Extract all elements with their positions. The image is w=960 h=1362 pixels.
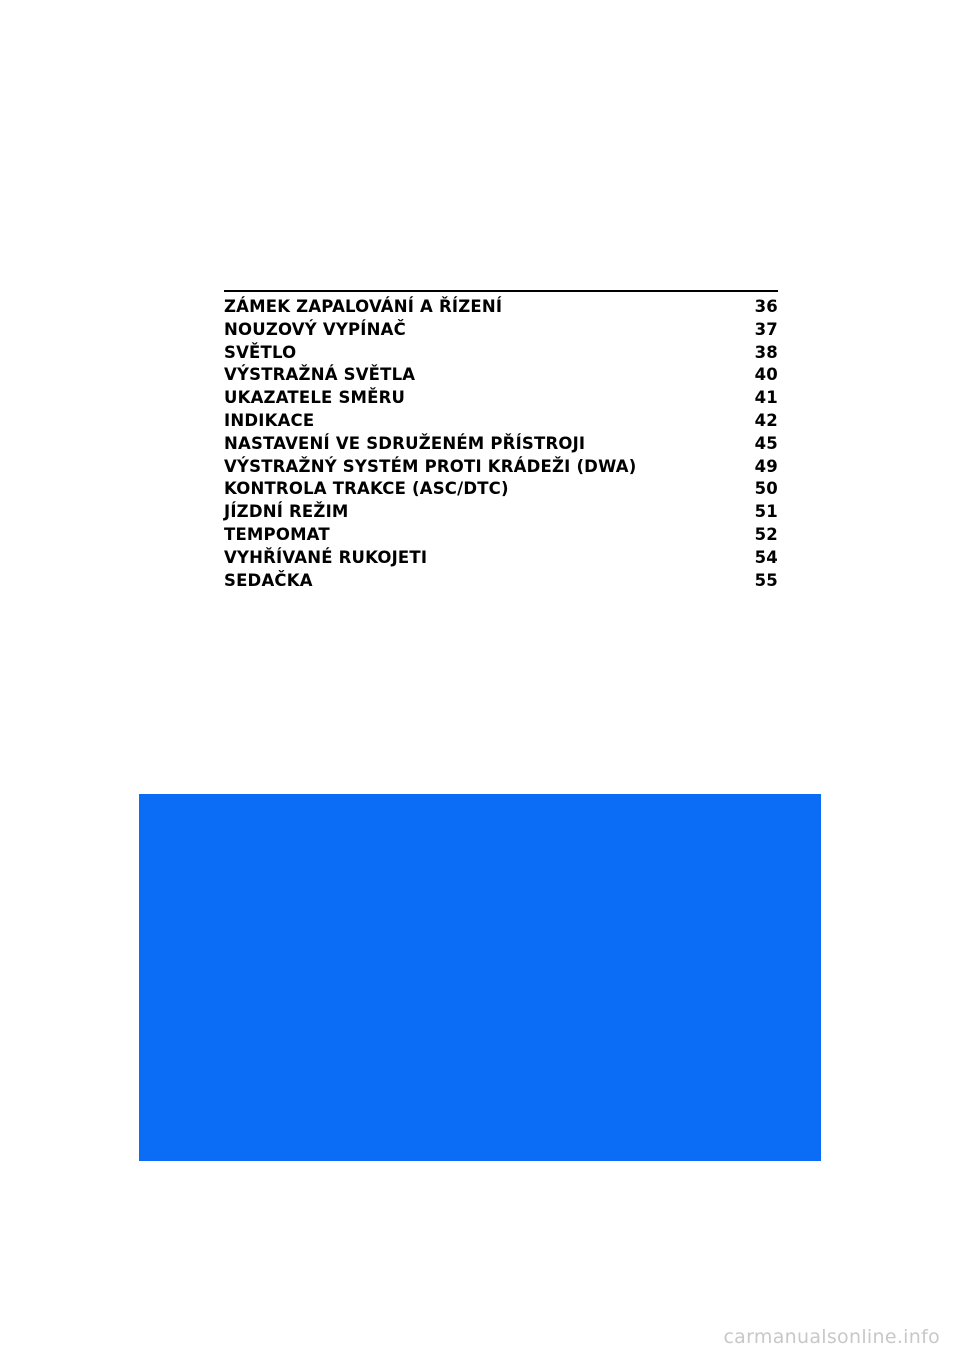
toc-entry-title: UKAZATELE SMĚRU (224, 388, 406, 408)
toc-entry-page: 50 (754, 479, 778, 499)
toc-entry-page: 40 (754, 365, 778, 385)
toc-entry-title: NOUZOVÝ VYPÍNAČ (224, 319, 406, 339)
toc-entry-ignition-lock[interactable] (224, 296, 778, 319)
toc-entry-title: JÍZDNÍ REŽIM (224, 502, 349, 522)
toc-entry-page: 49 (754, 456, 778, 476)
toc-entry-hazard-lights[interactable] (224, 364, 778, 387)
toc-entry-page: 38 (754, 342, 778, 362)
toc-entry-title: VÝSTRAŽNÁ SVĚTLA (224, 365, 416, 385)
table-of-contents (224, 290, 778, 592)
toc-entry-title: TEMPOMAT (224, 524, 330, 544)
blue-panel (139, 794, 821, 1161)
toc-entry-title: INDIKACE (224, 410, 315, 430)
toc-entry-title: SVĚTLO (224, 342, 297, 362)
toc-entry-light[interactable] (224, 342, 778, 365)
toc-entry-page: 42 (754, 410, 778, 430)
toc-entry-traction-control[interactable] (224, 478, 778, 501)
toc-entry-heated-grips[interactable] (224, 547, 778, 570)
toc-entry-page: 45 (754, 433, 778, 453)
toc-entry-emergency-switch[interactable] (224, 319, 778, 342)
toc-entry-seat[interactable] (224, 570, 778, 593)
toc-entry-title: KONTROLA TRAKCE (ASC/DTC) (224, 479, 509, 499)
toc-entry-title: SEDAČKA (224, 570, 313, 590)
toc-entry-instrument-settings[interactable] (224, 433, 778, 456)
toc-entry-title: VÝSTRAŽNÝ SYSTÉM PROTI KRÁDEŽI (DWA) (224, 456, 637, 476)
toc-entry-title: ZÁMEK ZAPALOVÁNÍ A ŘÍZENÍ (224, 297, 503, 316)
toc-entry-page: 54 (754, 547, 778, 567)
toc-entry-page: 51 (754, 502, 778, 522)
toc-entry-title: VYHŘÍVANÉ RUKOJETI (224, 547, 428, 567)
toc-entry-turn-indicators[interactable] (224, 387, 778, 410)
toc-entry-page: 55 (754, 570, 778, 590)
toc-entry-page: 36 (754, 297, 778, 316)
toc-entry-cruise-control[interactable] (224, 524, 778, 547)
toc-entry-riding-mode[interactable] (224, 501, 778, 524)
toc-entry-title: NASTAVENÍ VE SDRUŽENÉM PŘÍSTROJI (224, 433, 586, 453)
toc-entry-page: 52 (754, 524, 778, 544)
toc-entry-page: 37 (754, 319, 778, 339)
toc-entry-page: 41 (754, 388, 778, 408)
watermark: carmanualsonline.info (723, 1326, 940, 1348)
toc-entry-anti-theft-alarm[interactable] (224, 456, 778, 479)
toc-entry-indication[interactable] (224, 410, 778, 433)
